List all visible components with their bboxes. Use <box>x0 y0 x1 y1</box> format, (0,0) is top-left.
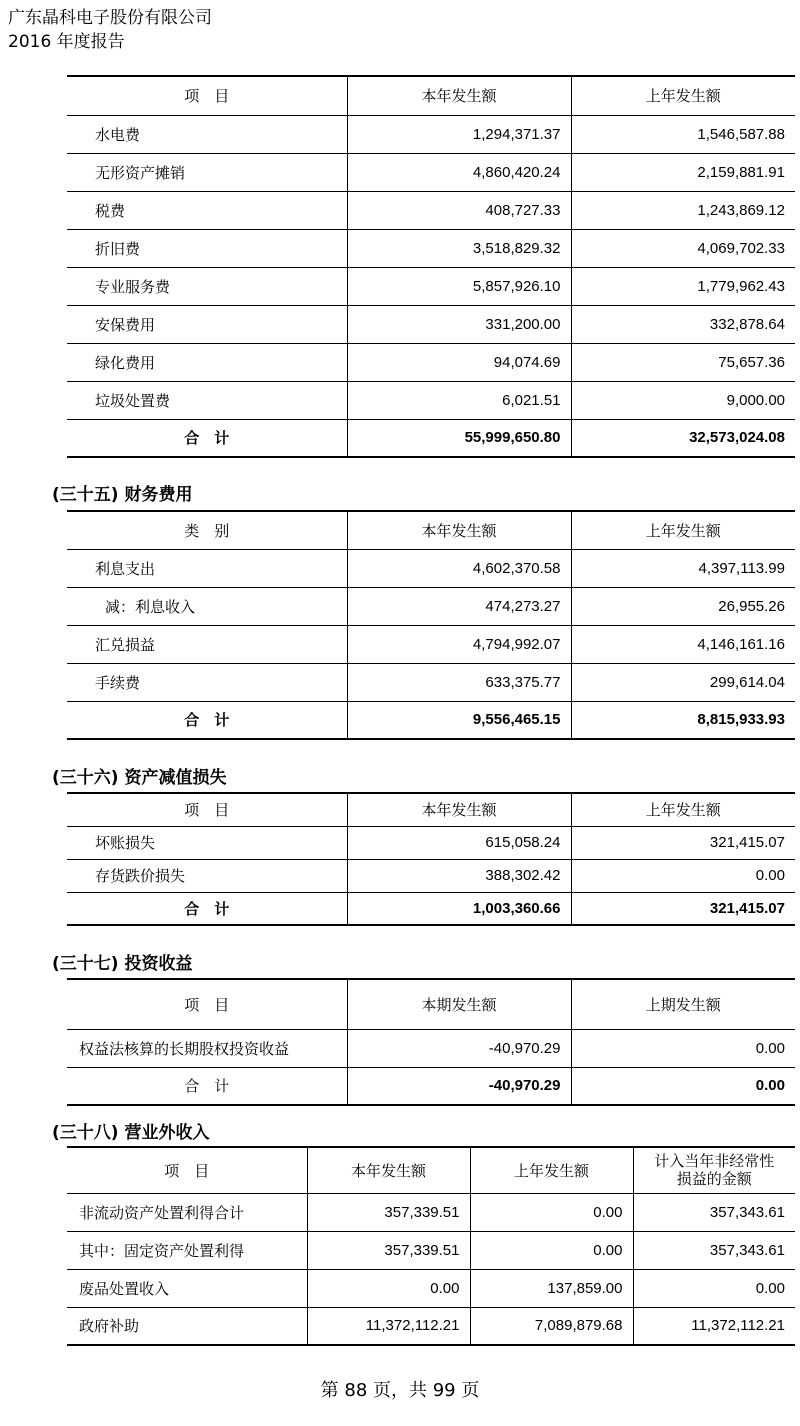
total-row <box>67 1067 795 1105</box>
total-row <box>67 701 795 739</box>
total-label: 合 计 <box>67 892 347 925</box>
current-amount: 6,021.51 <box>347 381 571 419</box>
total-prior: 0.00 <box>571 1067 795 1105</box>
row-label: 其中：固定资产处置利得 <box>67 1231 307 1269</box>
report-year: 2016 年度报告 <box>8 32 125 52</box>
current-amount: 0.00 <box>307 1269 470 1307</box>
impairment-loss-table <box>67 792 795 926</box>
non-recurring-amount: 0.00 <box>633 1269 795 1307</box>
total-current: 55,999,650.80 <box>347 419 571 457</box>
prior-amount: 0.00 <box>470 1193 633 1231</box>
section-title: (三十八) 营业外收入 <box>52 1123 210 1143</box>
prior-amount: 321,415.07 <box>571 826 795 859</box>
prior-amount: 2,159,881.91 <box>571 153 795 191</box>
prior-amount: 1,243,869.12 <box>571 191 795 229</box>
row-label: 垃圾处置费 <box>67 381 347 419</box>
column-header: 本年发生额 <box>347 511 571 549</box>
prior-amount: 0.00 <box>470 1231 633 1269</box>
investment-income-table <box>67 978 795 1106</box>
table-row <box>67 587 795 625</box>
table-row <box>67 1029 795 1067</box>
current-amount: 94,074.69 <box>347 343 571 381</box>
prior-amount: 26,955.26 <box>571 587 795 625</box>
current-amount: 5,857,926.10 <box>347 267 571 305</box>
row-label: 存货跌价损失 <box>67 859 347 892</box>
section-title: (三十七) 投资收益 <box>52 954 193 974</box>
current-amount: 408,727.33 <box>347 191 571 229</box>
current-amount: 357,339.51 <box>307 1193 470 1231</box>
prior-amount: 0.00 <box>571 859 795 892</box>
table-row <box>67 663 795 701</box>
column-header: 项 目 <box>67 793 347 826</box>
column-header: 本期发生额 <box>347 979 571 1029</box>
expense-table <box>67 75 795 458</box>
current-amount: -40,970.29 <box>347 1029 571 1067</box>
current-amount: 4,860,420.24 <box>347 153 571 191</box>
non-recurring-amount: 357,343.61 <box>633 1231 795 1269</box>
table-row <box>67 1193 795 1231</box>
prior-amount: 1,546,587.88 <box>571 115 795 153</box>
column-header: 上年发生额 <box>571 511 795 549</box>
table-row <box>67 343 795 381</box>
table-row <box>67 229 795 267</box>
prior-amount: 9,000.00 <box>571 381 795 419</box>
column-header <box>633 1147 795 1193</box>
total-row <box>67 892 795 925</box>
prior-amount: 4,069,702.33 <box>571 229 795 267</box>
table-row <box>67 859 795 892</box>
total-current: 1,003,360.66 <box>347 892 571 925</box>
total-prior: 8,815,933.93 <box>571 701 795 739</box>
column-header: 本年发生额 <box>347 76 571 115</box>
header-line: 计入当年非经常性 <box>654 1152 775 1171</box>
prior-amount: 137,859.00 <box>470 1269 633 1307</box>
column-header: 类 别 <box>67 511 347 549</box>
current-amount: 4,602,370.58 <box>347 549 571 587</box>
table-row <box>67 115 795 153</box>
current-amount: 1,294,371.37 <box>347 115 571 153</box>
row-label: 坏账损失 <box>67 826 347 859</box>
table-row <box>67 1269 795 1307</box>
prior-amount: 0.00 <box>571 1029 795 1067</box>
current-amount: 331,200.00 <box>347 305 571 343</box>
non-recurring-amount: 11,372,112.21 <box>633 1307 795 1345</box>
total-label: 合 计 <box>67 419 347 457</box>
row-label: 专业服务费 <box>67 267 347 305</box>
row-label: 权益法核算的长期股权投资收益 <box>67 1029 347 1067</box>
current-amount: 474,273.27 <box>347 587 571 625</box>
total-prior: 32,573,024.08 <box>571 419 795 457</box>
total-current: 9,556,465.15 <box>347 701 571 739</box>
section-title: (三十六) 资产减值损失 <box>52 768 227 788</box>
table-row <box>67 549 795 587</box>
table-row <box>67 1231 795 1269</box>
column-header: 上期发生额 <box>571 979 795 1029</box>
row-label: 政府补助 <box>67 1307 307 1345</box>
prior-amount: 7,089,879.68 <box>470 1307 633 1345</box>
total-label: 合 计 <box>67 1067 347 1105</box>
row-label: 安保费用 <box>67 305 347 343</box>
column-header: 本年发生额 <box>347 793 571 826</box>
row-label: 水电费 <box>67 115 347 153</box>
row-label: 非流动资产处置利得合计 <box>67 1193 307 1231</box>
header-line: 损益的金额 <box>676 1170 752 1189</box>
total-row <box>67 419 795 457</box>
prior-amount: 4,397,113.99 <box>571 549 795 587</box>
row-label: 税费 <box>67 191 347 229</box>
table-row <box>67 1307 795 1345</box>
table-row <box>67 305 795 343</box>
current-amount: 633,375.77 <box>347 663 571 701</box>
row-label: 汇兑损益 <box>67 625 347 663</box>
table-row <box>67 191 795 229</box>
column-header: 项 目 <box>67 979 347 1029</box>
prior-amount: 1,779,962.43 <box>571 267 795 305</box>
current-amount: 4,794,992.07 <box>347 625 571 663</box>
row-label: 绿化费用 <box>67 343 347 381</box>
section-title: (三十五) 财务费用 <box>52 485 193 505</box>
column-header: 项 目 <box>67 1147 307 1193</box>
row-label: 废品处置收入 <box>67 1269 307 1307</box>
table-row <box>67 625 795 663</box>
row-label: 利息支出 <box>67 549 347 587</box>
table-row <box>67 267 795 305</box>
current-amount: 357,339.51 <box>307 1231 470 1269</box>
column-header: 本年发生额 <box>307 1147 470 1193</box>
column-header: 项 目 <box>67 76 347 115</box>
row-label: 无形资产摊销 <box>67 153 347 191</box>
prior-amount: 299,614.04 <box>571 663 795 701</box>
row-label: 折旧费 <box>67 229 347 267</box>
total-label: 合 计 <box>67 701 347 739</box>
current-amount: 11,372,112.21 <box>307 1307 470 1345</box>
table-row <box>67 381 795 419</box>
current-amount: 3,518,829.32 <box>347 229 571 267</box>
row-label: 手续费 <box>67 663 347 701</box>
prior-amount: 4,146,161.16 <box>571 625 795 663</box>
column-header: 上年发生额 <box>571 793 795 826</box>
page-number: 第 88 页，共 99 页 <box>320 1380 480 1401</box>
current-amount: 388,302.42 <box>347 859 571 892</box>
current-amount: 615,058.24 <box>347 826 571 859</box>
finance-expense-table <box>67 510 795 740</box>
table-row <box>67 153 795 191</box>
company-name: 广东晶科电子股份有限公司 <box>8 8 212 28</box>
row-label: 减：利息收入 <box>67 587 347 625</box>
report-header <box>8 6 212 54</box>
column-header: 上年发生额 <box>571 76 795 115</box>
column-header: 上年发生额 <box>470 1147 633 1193</box>
non-operating-income-table <box>67 1146 795 1346</box>
total-current: -40,970.29 <box>347 1067 571 1105</box>
total-prior: 321,415.07 <box>571 892 795 925</box>
table-row <box>67 826 795 859</box>
prior-amount: 332,878.64 <box>571 305 795 343</box>
non-recurring-amount: 357,343.61 <box>633 1193 795 1231</box>
prior-amount: 75,657.36 <box>571 343 795 381</box>
